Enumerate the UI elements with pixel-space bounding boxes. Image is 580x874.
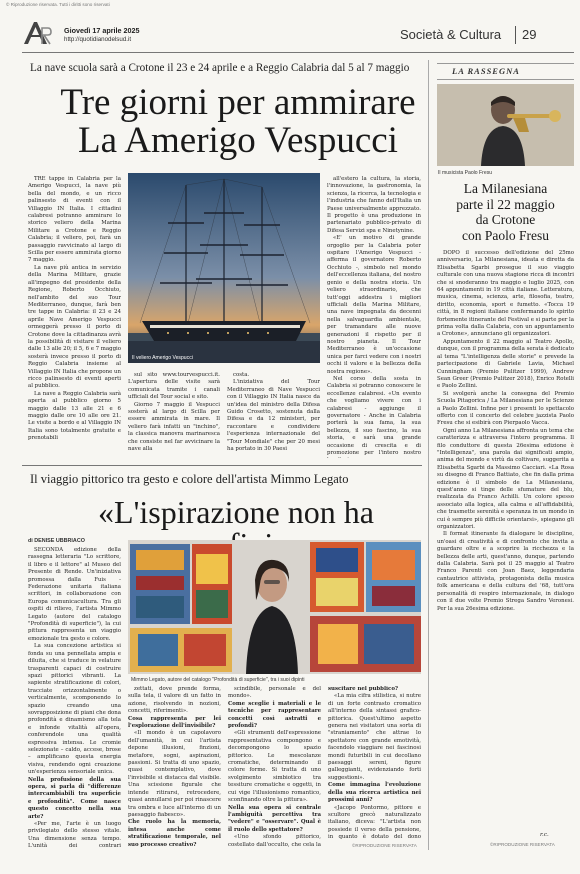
article2-top-rule bbox=[22, 465, 422, 466]
rassegna-title-line2: parte il 22 maggio bbox=[456, 196, 555, 212]
section-title: Società & Cultura bbox=[400, 27, 502, 42]
paragraph: «Jacopo Pontormo, pittore e scultore grecò naturalizzato italiano, diceva: "L'artista non possiede il verso della pensione, in quanto è dotato del dono bbox=[328, 804, 421, 841]
paragraph: Si svolgerà anche la consegna del Premio Scuola Pitagorica / La Milanesiana per le Scienze a Paolo Zellini. Infine per i presenti lo spettacolo offerto con il concerto del celebre jazzista Paolo Fresu che si esibirà con Pierpaolo Vacca. bbox=[437, 390, 574, 427]
rassegna-title-line4: con Paolo Fresu bbox=[462, 227, 549, 243]
tall-ship-illustration bbox=[128, 173, 320, 363]
paragraph: DOPO il successo dell'edizione del 25mo anniversario, La Milanesiana, ideata e diretta da Elisabetta Sgarbi prosegue il suo viaggio culturale con una nuova stagione ricca di incontri che si snoderanno tra maggio e luglio 2025, con 64 appuntamenti in 19 città italiane. Letteratura, musica, cinema, scienza, arte, filosofia, teatro, diritto, economia, sport e fumetto. «Tocca 19 città, in 8 regioni italiane confermando lo spirito fortemente itinerante del Festival e si parte per la prima volta dalla Calabria, con un appuntamento a Crotone», annunciano gli organizzatori. bbox=[437, 250, 574, 338]
rassegna-label: LA RASSEGNA bbox=[452, 66, 520, 76]
paragraph: La sua concezione artistica si fonda su una pennellata ampia e diluita, che si traduce in velature trasparenti capaci di costruire spazi pittorici vibranti. La sapiente stratificazione di colori, tracciate orizzontalmente o verticalmente, scomponendo lo spazio creando una sovrapposizione di piani che dona profondità e dinamismo alla tela e infonde vitalità all'opera, conferendole una qualità espressiva intensa. Le cromie selezionate – caldo, accese, brose – amplificano questa energia visiva, rendendo ogni creazione un'esperienza sensoriale unica. bbox=[28, 643, 121, 776]
question: Che ruolo ha la memoria, intesa anche come stratificazione temporale, nel suo processo creativo? bbox=[128, 819, 221, 848]
article2-column-1 bbox=[28, 547, 121, 849]
rassegna-initials: r.c. bbox=[540, 832, 549, 838]
issue-date: Giovedì 17 aprile 2025 bbox=[64, 26, 140, 35]
sidebar-divider bbox=[428, 60, 429, 850]
article2-column-2 bbox=[128, 686, 221, 849]
rassegna-title bbox=[437, 181, 574, 243]
paragraph: costa. bbox=[233, 372, 250, 378]
paragraph: «Per me, l'arte è un luogo privilegiato dello stesso vitale. Una dimensione senza tempo. L'unità dei contrari bbox=[28, 821, 121, 849]
paragraph: «Uno sfondo pittorico, costellato dall'occulto, che cela la bbox=[228, 834, 321, 848]
page-number-divider bbox=[515, 26, 516, 44]
paragraph: Appuntamento il 22 maggio al Teatro Apollo, dunque, con il programma della serata è dedicato al tema "L'intelligenza delle storie" e prevede la partecipazione di Gabriele Lavia, Michael Cunningham (Premio Pulitzer 1999), Andrew Sean Greer (Premio Pulitzer 2018), Enrico Rotelli e Paolo Zellini. bbox=[437, 338, 574, 390]
article1-title-line2: La Amerigo Vespucci bbox=[78, 120, 398, 161]
fresu-photo-caption: Il musicista Paolo Fresu bbox=[438, 170, 493, 176]
article1-column-2 bbox=[128, 372, 220, 458]
article2-column-4 bbox=[328, 686, 421, 841]
artist-with-paintings-illustration bbox=[128, 540, 421, 674]
paragraph: Il format itinerante fa dialogare le discipline, un'oasi di creatività e di confronto che invita a guardare oltre e a scoprire la ricchezza e la bellezza delle arti, quest'anno, dunque, partendo dalla Calabria. Sarà poi il 25 maggio al Teatro Franco Parenti con Joan Baez, leggendaria cantautrice attivista, protagonista della musica folk americana e della cultura del '68, tutt'ora personalità di respiro internazionale, in dialogo con il due volte Premio Strega Sandro Veronesi. Per la sua 26esima edizione. bbox=[437, 531, 574, 612]
rassegna-body bbox=[437, 250, 574, 830]
paragraph: La nave a Reggio Calabria sarà aperta al pubblico giorno 5 maggio dalle 13 alle 21 e 6 maggio dalle ore 10 alle ore 21. Le visite a bordo e al Villaggio IN Italia sono totalmente gratuite e prenotabili bbox=[28, 390, 121, 442]
paragraph: zettati, dove prende forma, sulla tela, il valore di un fatto in azione, risolvendo in nozioni, concetti, riferimenti». bbox=[128, 686, 221, 715]
paragraph: Nel corso della sosta in Calabria si potranno conoscere le eccellenze calabresi. «Un evento che vogliamo vivere con i calabresi - aggiunge il governatore - Anche in Calabria porterà la sua fama, la sua bellezza, il suo fascino, la sua storia, e sarà una grande occasione di crescita e di promozione per l'intero nostro bbox=[327, 375, 421, 457]
question: Cosa rappresenta per lei l'esplorazione dell'invisibile? bbox=[128, 715, 221, 730]
paragraph: Ogni anno La Milanesiana affronta un tema che caratterizza e attraversa l'intero programma. Il filo conduttore di questa 26esima edizione è "Intelligenza", una parola dai significati ampio, anima del mondo e virtù da coltivare, suggerita a Elisabetta Sgarbi da Massimo Cacciari. «La Rosa su disegno di Franco Battiato, che fin dalla prima edizione è il simbolo de La Milanesiana, quest'anno si tinge delle sfumature del blu, realizzata da Franco Achilli. Un colore spesso associato alla logica, alla calma e all'affidabilità, che trasmette serenità e speranza in un mondo in cui è sempre più difficile orientarsi», spiegano gli organizzatori. bbox=[437, 427, 574, 531]
article1-column-4 bbox=[327, 176, 421, 458]
paragraph: «Gli strumenti dell'espressione rappresentativa compongono e decompongono lo spazio pittorico. Le mescolanze cromatiche, determinando il colore forme. Si tratta di uno svolgimento simbiotico tra tessiture cromatiche e oggetti, in cui vige l'illusionismo romantico, sconfinando oltre la pittura». bbox=[228, 730, 321, 804]
question: Come sceglie i materiali e le tecniche per rappresentare concetti così astratti e profondi? bbox=[228, 700, 321, 730]
article1-kicker: La nave scuola sarà a Crotone il 23 e 24 aprile e a Reggio Calabria dal 5 al 7 maggio bbox=[30, 62, 410, 74]
paolo-fresu-photo bbox=[437, 84, 574, 166]
article2-byline: di DENISE UBBRIACO bbox=[28, 538, 85, 544]
paragraph: all'estero la cultura, la storia, l'innovazione, la gastronomia, la scienza, la ricerca, la tecnologia e l'industria che fanno dell'Italia un Paese universalmente apprezzato. Il progetto è una produzione in partenariato pubblico-privato di Difesa Servizi spa e Ninetynine. bbox=[327, 176, 421, 234]
question: suscitare nel pubblico? bbox=[328, 686, 399, 692]
article1-column-3 bbox=[227, 372, 320, 458]
question: Nella profusione della sua opera, si parla di "differenze intercambiabili tra superficie e profondità". Come nasce questo concetto nella sua arte? bbox=[28, 776, 121, 820]
article2-column-3 bbox=[228, 686, 321, 849]
paragraph: Giorno 7 maggio il Vespucci sosterà al largo di Scilla per essere ammirata in mare. Il veliero farà infatti un "inchino", la classica manovra marinaresca che consiste nel far avvicinare la nave alla bbox=[128, 401, 220, 453]
rassegna-label-rule bbox=[437, 79, 574, 80]
rassegna-top-rule bbox=[437, 63, 574, 64]
article1-title-line1: Tre giorni per ammirare bbox=[60, 82, 416, 123]
article2-copyright: ©RIPRODUZIONE RISERVATA bbox=[352, 843, 417, 848]
paragraph: TRE tappe in Calabria per la Amerigo Vespucci, la nave più bella del mondo, e un ricco palinsesto di eventi con il Villaggio IN Italia. I cittadini calabresi potranno ammirare lo storico veliero della Marina Militare a Crotone e Reggio Calabria; il veliero, poi, farà un passaggio ravvicinato al largo di Scilla per essere ammirata giorno 7 maggio. bbox=[28, 176, 121, 264]
question: Nella sua opera si centrale l'ambiguità percettiva tra "vedere" e "osservare". Qual è il ruolo dello spettatore? bbox=[228, 804, 321, 833]
website-link[interactable]: http://quotidianodelsud.it bbox=[64, 36, 132, 43]
paragraph: SECONDA edizione della rassegna letteraria "Lo scrittore, il libro e il lettore" al Museo del Presente di Rende. Un'iniziativa promossa dalla Fuis - Federazione unitaria italiana scrittori, in collaborazione con Europa comunicacultura. Tra gli ospiti di rilievo, l'artista Mimmo Legato (autore del catalogo "Profondità di superficie"), la cui pittura rappresenta un viaggio emozionale tra gesto e colore. bbox=[28, 547, 121, 642]
legato-photo-caption: Mimmo Legato, autore del catalogo "Profondità di superficie", tra i suoi dipinti bbox=[131, 677, 305, 683]
rassegna-copyright: ©RIPRODUZIONE RISERVATA bbox=[490, 842, 555, 847]
paragraph: L'iniziativa del Tour Mediterraneo di Nave Vespucci con il Villaggio IN Italia nasce da un'idea del ministro della Difesa Guido Crosetto, sostenuta dalla Difesa e da 12 ministeri, per raccontare e condividere l'esperienza internazionale del "Tour Mondiale" che per 20 mesi ha portato in 30 Paesi bbox=[227, 379, 320, 453]
article1-column-1 bbox=[28, 176, 121, 458]
article2-title: «L'ispirazione non ha bbox=[98, 494, 374, 530]
top-copyright-line: © Riproduzione riservata. Tutti i diritti sono riservati bbox=[6, 2, 110, 7]
mimmo-legato-photo bbox=[128, 540, 421, 674]
page-number: 29 bbox=[522, 27, 537, 42]
musician-illustration bbox=[437, 84, 574, 166]
newspaper-logo bbox=[22, 20, 52, 46]
vespucci-photo bbox=[128, 173, 320, 363]
paragraph: scindibile, personale e del mondo». bbox=[228, 686, 321, 700]
rassegna-title-line3: da Crotone bbox=[475, 212, 536, 227]
question: Come immagina l'evoluzione della sua ricerca artistica nei prossimi anni? bbox=[328, 782, 421, 804]
paragraph: sul sito www.tourvespucci.it. L'apertura delle visite sarà comunicata tramite i canali ufficiali del Tour social e sito. bbox=[128, 372, 220, 401]
article2-kicker: Il viaggio pittorico tra gesto e colore dell'artista Mimmo Legato bbox=[30, 472, 349, 486]
masthead-rule bbox=[22, 52, 574, 53]
paragraph: La nave più antica in servizio della Marina Militare, grazie all'impegno del presidente della Regione, Roberto Occhiuto, nell'ambito del suo Tour Mediterraneo, dunque, farà ben tre tappe in Calabria: il 23 e 24 aprile Nave Amerigo Vespucci ormeggerà presso il porto di Crotone dove la cittadinanza avrà la possibilità di visitare il veliero dalle 13 alle 20; il 5, 6 e 7 maggio sosterà invece presso il porto di Reggio Calabria insieme al Villaggio IN Italia che propone un ricco palinsesto di eventi aperti al pubblico. bbox=[28, 264, 121, 390]
paragraph: «La mia cifra stilistica, si nutre di un forte contrasto cromatico all'interno della sintassi grafico-pittorica. Quest'ultimo aspetto genera nei visitatori una sorta di "straniamento" che attrae lo spettatore con grande emotività, facendolo viaggiare nei fascinosi mondi futuribili in cui decollano paesaggi sereni, figure galleggianti, evidenziando forti suggestioni». bbox=[328, 693, 421, 781]
rassegna-title-line1: La Milanesiana bbox=[463, 181, 548, 196]
paragraph: «E' un motivo di grande orgoglio per la Calabria poter ospitare l'Amerigo Vespucci - afferma il governatore Roberto Occhiuto -, simbolo nel mondo dell'eccellenza italiana, del nostro genio e della nostra storia. Un veliero straordinario, che tutt'oggi addestra i migliori ufficiali della Marina Militare, una nave impegnata da decenni nella salvaguardia ambientale, per tramandare alle nuove generazioni il rispetto per il nostro pianeta. Il Tour Mediterraneo è un'occasione unica per farci vedere con i nostri occhi il valore e la bellezza della nostra regione». bbox=[327, 235, 421, 375]
vespucci-photo-caption: Il veliero Amerigo Vespucci bbox=[132, 355, 193, 361]
paragraph: «Il mondo è un capolavoro dell'umanità, in cui l'artista depone illusioni, finzioni, metafore, sogni, aspirazioni, passioni. Si tratta di uno spazio, quasi contemplativo, dove l'invisibile si distacca dal visibile. Una scissione figurale che intende ritirarsi, retrocedere, quasi annullarsi per poi rinascere tra ombra e luce all'interno di un paesaggio fiabesco». bbox=[128, 730, 221, 818]
